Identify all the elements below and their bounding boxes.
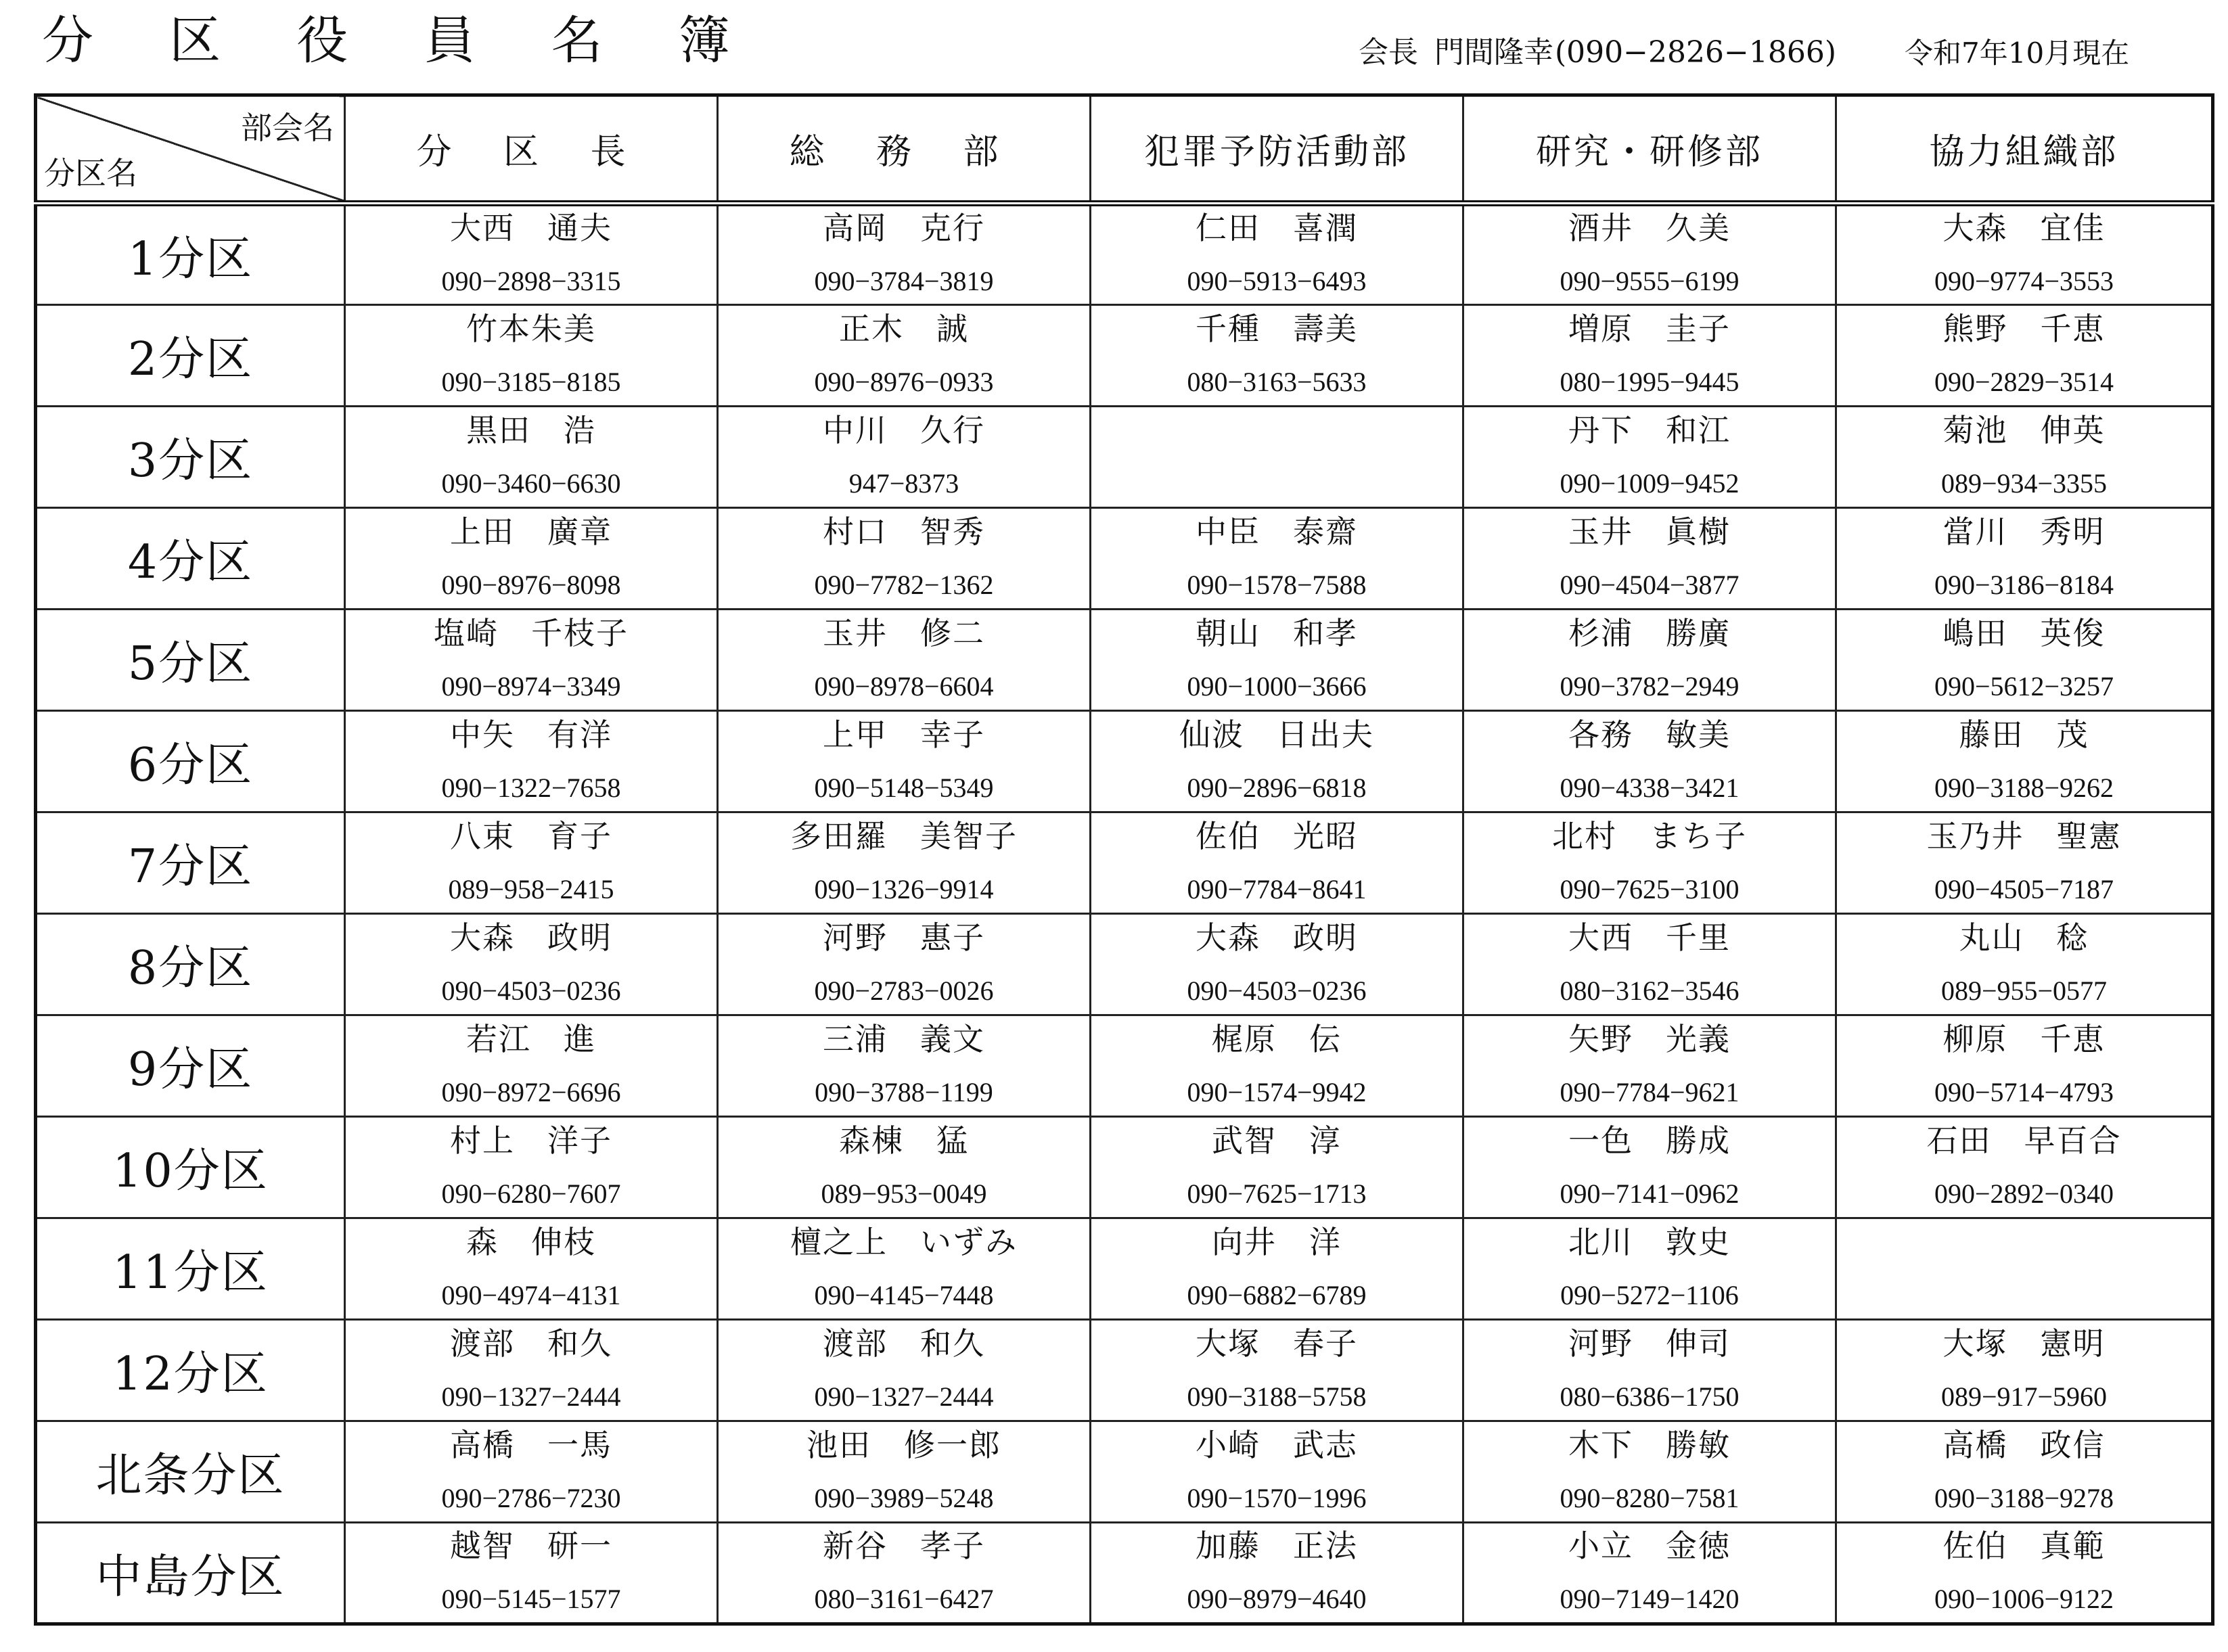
- officer-name: 玉乃井 聖憲: [1926, 817, 2122, 854]
- table-row: [36, 914, 2213, 1015]
- officer-name: 高岡 克行: [823, 210, 985, 246]
- officer-phone: 080−3162−3546: [1560, 975, 1740, 1006]
- officer-cell: [1091, 812, 1463, 914]
- officer-name: 佐伯 真範: [1942, 1528, 2106, 1564]
- column-header-general-affairs: 総 務 部: [718, 95, 1091, 204]
- officer-cell: [1091, 305, 1463, 407]
- officer-cell: [1091, 610, 1463, 711]
- officer-cell: [1463, 204, 1836, 305]
- officer-phone: 080−1995−9445: [1560, 366, 1740, 397]
- officer-cell: [1836, 914, 2213, 1015]
- officer-name: 河野 惠子: [823, 919, 985, 956]
- officer-phone: 090−1574−9942: [1187, 1076, 1367, 1107]
- officer-name: 武智 淳: [1212, 1122, 1342, 1159]
- officer-phone: 090−7141−0962: [1560, 1178, 1740, 1209]
- officer-phone: 080−6386−1750: [1560, 1381, 1740, 1412]
- officer-phone: 090−2896−6818: [1187, 772, 1367, 803]
- officer-cell: [1463, 1320, 1836, 1421]
- officer-name: 小崎 武志: [1196, 1426, 1358, 1463]
- officer-cell: [1836, 204, 2213, 305]
- officer-phone: 080−3163−5633: [1187, 366, 1367, 397]
- officer-name: 塩崎 千枝子: [434, 614, 629, 651]
- officer-name: 一色 勝成: [1568, 1122, 1731, 1159]
- officer-phone: 090−3186−8184: [1934, 569, 2114, 600]
- officer-phone: 090−6280−7607: [441, 1178, 621, 1209]
- officer-name: [1837, 1226, 2211, 1262]
- officer-name: 村口 智秀: [823, 513, 985, 550]
- officer-cell: [345, 305, 718, 407]
- officer-cell: [1091, 1421, 1463, 1523]
- officer-name: 佐伯 光昭: [1196, 817, 1358, 854]
- officer-phone: 090−8976−8098: [441, 569, 621, 600]
- officer-phone: 090−9555−6199: [1560, 266, 1740, 296]
- officer-name: 若江 進: [466, 1020, 596, 1057]
- officer-name: 大森 宜佳: [1942, 210, 2106, 246]
- officer-name: 加藤 正法: [1196, 1528, 1358, 1564]
- officer-name: 増原 圭子: [1568, 310, 1731, 347]
- officer-cell: [1091, 914, 1463, 1015]
- officer-name: 正木 誠: [839, 310, 969, 347]
- officer-cell: [345, 407, 718, 508]
- officer-cell: [1836, 1320, 2213, 1421]
- officer-phone: 089−955−0577: [1940, 975, 2108, 1006]
- officer-cell: [345, 1117, 718, 1218]
- officer-cell: [718, 204, 1091, 305]
- president-name: 門間隆幸: [1434, 35, 1553, 70]
- officer-cell: [718, 914, 1091, 1015]
- officer-name: 梶原 伝: [1212, 1020, 1342, 1057]
- district-name: 11分区: [36, 1218, 345, 1320]
- officer-cell: [1091, 508, 1463, 610]
- officer-cell: [1836, 1523, 2213, 1624]
- officer-phone: 090−1578−7588: [1187, 569, 1367, 600]
- district-name: 9分区: [36, 1015, 345, 1117]
- officer-cell: [718, 1015, 1091, 1117]
- officer-cell: [1463, 812, 1836, 914]
- officer-name: 森 伸枝: [466, 1223, 596, 1260]
- officer-phone: 090−1322−7658: [441, 772, 621, 803]
- column-header-research-training: 研究・研修部: [1463, 95, 1836, 204]
- officer-cell: [345, 1523, 718, 1624]
- table-row: [36, 305, 2213, 407]
- officer-name: 森棟 猛: [839, 1122, 969, 1159]
- table-row: [36, 610, 2213, 711]
- officer-name: 上田 廣章: [450, 513, 612, 550]
- officer-cell: [1463, 610, 1836, 711]
- officer-cell: [718, 610, 1091, 711]
- officer-phone: 089−934−3355: [1940, 467, 2108, 499]
- officer-phone: 090−8979−4640: [1187, 1584, 1367, 1614]
- officer-phone: 090−4503−0236: [441, 975, 621, 1006]
- officer-phone: 090−1570−1996: [1187, 1482, 1367, 1513]
- officer-name: 黒田 浩: [466, 411, 596, 449]
- officer-cell: [345, 812, 718, 914]
- officer-name: 北川 敦史: [1568, 1223, 1731, 1260]
- officer-cell: [1091, 1015, 1463, 1117]
- officer-phone: 090−8974−3349: [441, 670, 621, 702]
- officer-phone: 089−953−0049: [821, 1178, 987, 1209]
- table-row: [36, 1218, 2213, 1320]
- table-row: [36, 1523, 2213, 1624]
- officer-phone: 090−6882−6789: [1187, 1279, 1367, 1310]
- officer-phone: 090−4504−3877: [1560, 569, 1740, 600]
- officer-phone: 090−1000−3666: [1187, 670, 1367, 702]
- officer-roster-table: [34, 93, 2214, 1626]
- officer-name: 柳原 千恵: [1942, 1020, 2106, 1057]
- column-header-district-head: 分 区 長: [345, 95, 718, 204]
- officer-name: 木下 勝敏: [1568, 1426, 1731, 1463]
- corner-label-district: 分区名: [44, 155, 137, 191]
- officer-phone: 090−8972−6696: [441, 1076, 621, 1107]
- officer-cell: [345, 1421, 718, 1523]
- officer-phone: 090−3989−5248: [814, 1482, 994, 1513]
- district-name: 1分区: [36, 204, 345, 305]
- officer-cell: [1463, 407, 1836, 508]
- officer-name: 中臣 泰齋: [1196, 513, 1358, 550]
- officer-name: 村上 洋子: [450, 1122, 612, 1159]
- officer-name: 大森 政明: [1196, 919, 1358, 956]
- officer-name: 大西 通夫: [450, 210, 612, 246]
- president-info: [1359, 35, 1837, 70]
- officer-phone: 090−3185−8185: [441, 366, 621, 397]
- officer-cell: [1836, 1218, 2213, 1320]
- officer-phone: 090−5145−1577: [441, 1584, 621, 1614]
- officer-name: 河野 伸司: [1568, 1325, 1731, 1362]
- officer-name: 大塚 春子: [1196, 1325, 1358, 1362]
- officer-name: 石田 早百合: [1926, 1122, 2122, 1159]
- officer-phone: 090−1009−9452: [1560, 467, 1740, 499]
- officer-cell: [1836, 1117, 2213, 1218]
- officer-phone: 090−7784−8641: [1187, 873, 1367, 904]
- table-row: [36, 204, 2213, 305]
- officer-name: 千種 壽美: [1196, 310, 1358, 347]
- district-name: 中島分区: [36, 1523, 345, 1624]
- officer-phone: 090−2783−0026: [814, 975, 994, 1006]
- officer-cell: [1836, 610, 2213, 711]
- officer-phone: 947−8373: [848, 467, 959, 499]
- officer-phone: 090−7625−1713: [1187, 1178, 1367, 1209]
- column-header-crime-prevention: 犯罪予防活動部: [1091, 95, 1463, 204]
- officer-phone: [1837, 1282, 2211, 1312]
- officer-cell: [345, 610, 718, 711]
- officer-phone: 080−3161−6427: [814, 1584, 994, 1614]
- district-name: 北条分区: [36, 1421, 345, 1523]
- table-row: [36, 407, 2213, 508]
- officer-cell: [345, 1320, 718, 1421]
- officer-name: 竹本朱美: [466, 310, 596, 347]
- officer-cell: [1091, 1523, 1463, 1624]
- officer-phone: 089−917−5960: [1940, 1381, 2108, 1412]
- officer-phone: 090−1327−2444: [441, 1381, 621, 1412]
- officer-name: 矢野 光義: [1568, 1020, 1731, 1057]
- officer-phone: 090−4503−0236: [1187, 975, 1367, 1006]
- officer-phone: 090−3188−9278: [1934, 1482, 2114, 1513]
- officer-cell: [718, 812, 1091, 914]
- officer-name: 丸山 稔: [1959, 919, 2089, 956]
- officer-phone: 090−1326−9914: [814, 873, 994, 904]
- officer-phone: 090−5612−3257: [1934, 670, 2114, 702]
- district-name: 3分区: [36, 407, 345, 508]
- officer-phone: 090−2892−0340: [1934, 1178, 2114, 1209]
- table-row: [36, 508, 2213, 610]
- president-phone: (090−2826−1866): [1555, 35, 1837, 70]
- officer-phone: 090−9774−3553: [1934, 266, 2114, 296]
- officer-cell: [1463, 1117, 1836, 1218]
- district-name: 7分区: [36, 812, 345, 914]
- page-title: 分 区 役 員 名 簿: [42, 10, 760, 70]
- officer-cell: [1836, 711, 2213, 812]
- officer-name: [1091, 415, 1462, 450]
- officer-cell: [718, 1523, 1091, 1624]
- officer-name: 向井 洋: [1212, 1223, 1342, 1260]
- officer-cell: [1463, 914, 1836, 1015]
- officer-phone: 090−2829−3514: [1934, 366, 2114, 397]
- officer-cell: [1463, 1218, 1836, 1320]
- officer-name: 高橋 政信: [1942, 1426, 2106, 1463]
- officer-phone: 090−7625−3100: [1560, 873, 1740, 904]
- district-name: 12分区: [36, 1320, 345, 1421]
- officer-name: 北村 まち子: [1552, 817, 1747, 854]
- officer-phone: 090−5148−5349: [814, 772, 994, 803]
- officer-phone: 090−3460−6630: [441, 467, 621, 499]
- officer-cell: [1463, 305, 1836, 407]
- officer-cell: [345, 711, 718, 812]
- officer-cell: [1463, 1015, 1836, 1117]
- officer-phone: 090−8280−7581: [1560, 1482, 1740, 1513]
- officer-phone: 090−3784−3819: [814, 266, 994, 296]
- officer-name: 大森 政明: [450, 919, 612, 956]
- officer-cell: [1836, 812, 2213, 914]
- officer-name: 三浦 義文: [823, 1020, 985, 1057]
- officer-name: 當川 秀明: [1942, 513, 2106, 550]
- officer-cell: [1836, 305, 2213, 407]
- officer-name: 玉井 修二: [823, 614, 985, 651]
- officer-phone: 090−7784−9621: [1560, 1076, 1740, 1107]
- officer-name: 仁田 喜潤: [1196, 210, 1358, 246]
- corner-header-cell: [36, 95, 345, 204]
- officer-cell: [345, 914, 718, 1015]
- officer-cell: [718, 1117, 1091, 1218]
- officer-name: 嶋田 英俊: [1942, 614, 2106, 651]
- officer-cell: [1091, 1117, 1463, 1218]
- officer-phone: 090−4145−7448: [814, 1279, 994, 1310]
- officer-name: 新谷 孝子: [823, 1528, 985, 1564]
- officer-phone: [1091, 470, 1462, 500]
- officer-cell: [1836, 407, 2213, 508]
- corner-label-department: 部会名: [241, 110, 334, 146]
- officer-name: 高橋 一馬: [450, 1426, 612, 1463]
- officer-cell: [1463, 1421, 1836, 1523]
- table-row: [36, 1117, 2213, 1218]
- officer-cell: [718, 407, 1091, 508]
- officer-phone: 090−4974−4131: [441, 1279, 621, 1310]
- officer-cell: [1463, 508, 1836, 610]
- officer-phone: 090−4338−3421: [1560, 772, 1740, 803]
- officer-phone: 089−958−2415: [448, 873, 614, 904]
- officer-cell: [1836, 508, 2213, 610]
- officer-name: 仙波 日出夫: [1179, 716, 1374, 753]
- officer-name: 渡部 和久: [450, 1325, 612, 1362]
- column-header-cooperation: 協力組織部: [1836, 95, 2213, 204]
- officer-phone: 090−3788−1199: [815, 1076, 993, 1107]
- officer-cell: [1091, 1218, 1463, 1320]
- officer-phone: 090−1006−9122: [1934, 1584, 2114, 1614]
- officer-phone: 090−7782−1362: [814, 569, 994, 600]
- officer-name: 菊池 伸英: [1942, 411, 2106, 449]
- district-name: 4分区: [36, 508, 345, 610]
- officer-name: 越智 研一: [450, 1528, 612, 1564]
- officer-cell: [1836, 1015, 2213, 1117]
- district-name: 8分区: [36, 914, 345, 1015]
- officer-cell: [1091, 407, 1463, 508]
- officer-cell: [345, 508, 718, 610]
- officer-cell: [718, 1320, 1091, 1421]
- officer-name: 杉浦 勝廣: [1568, 614, 1731, 651]
- officer-cell: [1091, 711, 1463, 812]
- officer-name: 池田 修一郎: [806, 1426, 1001, 1463]
- officer-name: 大西 千里: [1568, 919, 1731, 956]
- officer-phone: 090−4505−7187: [1934, 873, 2114, 904]
- officer-cell: [1091, 204, 1463, 305]
- officer-phone: 090−8976−0933: [814, 366, 994, 397]
- table-row: [36, 1320, 2213, 1421]
- district-name: 5分区: [36, 610, 345, 711]
- table-row: [36, 1421, 2213, 1523]
- officer-name: 中川 久行: [823, 411, 985, 449]
- officer-cell: [345, 204, 718, 305]
- officer-cell: [718, 1218, 1091, 1320]
- officer-name: 朝山 和孝: [1196, 614, 1358, 651]
- officer-name: 檀之上 いずみ: [790, 1223, 1018, 1260]
- officer-cell: [1463, 711, 1836, 812]
- officer-name: 藤田 茂: [1959, 716, 2089, 753]
- as-of-date: 令和7年10月現在: [1905, 37, 2130, 70]
- officer-phone: 090−2898−3315: [441, 266, 621, 296]
- officer-phone: 090−8978−6604: [814, 670, 994, 702]
- district-name: 6分区: [36, 711, 345, 812]
- officer-name: 小立 金徳: [1568, 1528, 1731, 1564]
- officer-name: 多田羅 美智子: [790, 817, 1018, 854]
- table-row: [36, 812, 2213, 914]
- officer-phone: 090−3782−2949: [1560, 670, 1740, 702]
- officer-cell: [1463, 1523, 1836, 1624]
- officer-name: 熊野 千恵: [1942, 310, 2106, 347]
- roster-body: [36, 204, 2213, 1624]
- officer-cell: [718, 508, 1091, 610]
- officer-name: 玉井 眞樹: [1568, 513, 1731, 550]
- officer-phone: 090−2786−7230: [441, 1482, 621, 1513]
- officer-phone: 090−3188−9262: [1934, 772, 2114, 803]
- officer-cell: [718, 1421, 1091, 1523]
- officer-name: 大塚 憲明: [1942, 1325, 2106, 1362]
- officer-phone: 090−1327−2444: [814, 1381, 994, 1412]
- officer-cell: [1091, 1320, 1463, 1421]
- officer-cell: [718, 711, 1091, 812]
- officer-name: 酒井 久美: [1568, 210, 1731, 246]
- header-row: [36, 95, 2213, 204]
- officer-phone: 090−3188−5758: [1187, 1381, 1367, 1412]
- officer-phone: 090−7149−1420: [1560, 1584, 1740, 1614]
- table-row: [36, 711, 2213, 812]
- officer-name: 八束 育子: [450, 817, 612, 854]
- officer-phone: 090−5714−4793: [1934, 1076, 2114, 1107]
- district-name: 2分区: [36, 305, 345, 407]
- officer-phone: 090−5913−6493: [1187, 266, 1367, 296]
- officer-name: 各務 敏美: [1568, 716, 1731, 753]
- officer-phone: 090−5272−1106: [1560, 1279, 1739, 1310]
- officer-name: 中矢 有洋: [450, 716, 612, 753]
- officer-cell: [345, 1218, 718, 1320]
- table-row: [36, 1015, 2213, 1117]
- officer-cell: [345, 1015, 718, 1117]
- officer-cell: [718, 305, 1091, 407]
- district-name: 10分区: [36, 1117, 345, 1218]
- officer-name: 上甲 幸子: [823, 716, 985, 753]
- officer-name: 丹下 和江: [1568, 411, 1731, 449]
- president-label: 会長: [1359, 35, 1418, 70]
- officer-cell: [1836, 1421, 2213, 1523]
- officer-name: 渡部 和久: [823, 1325, 985, 1362]
